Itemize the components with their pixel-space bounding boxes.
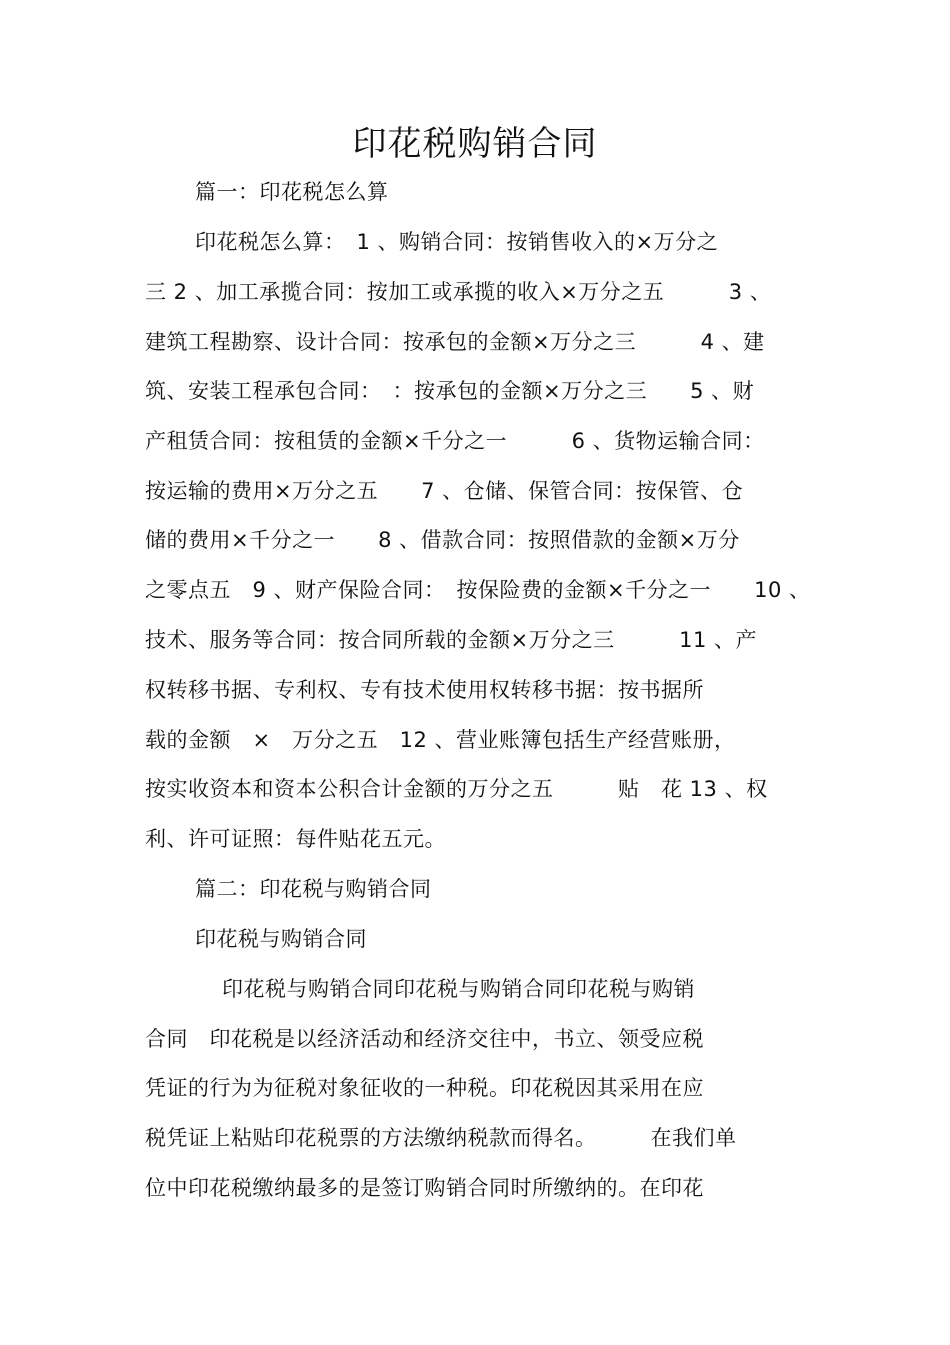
paragraph-line: 建筑工程勘察、设计合同：按承包的金额×万分之三 4 、建 (145, 330, 765, 354)
paragraph-line: 合同 印花税是以经济活动和经济交往中，书立、领受应税 (145, 1027, 704, 1051)
paragraph-line: 产租赁合同：按租赁的金额×千分之一 6 、货物运输合同： (145, 429, 765, 453)
paragraph-line: 权转移书据、专利权、专有技术使用权转移书据：按书据所 (145, 678, 704, 702)
paragraph-line: 税凭证上粘贴印花税票的方法缴纳税款而得名。 在我们单 (145, 1126, 737, 1150)
paragraph-line: 凭证的行为为征税对象征收的一种税。印花税因其采用在应 (145, 1076, 704, 1100)
paragraph-line: 筑、安装工程承包合同： ：按承包的金额×万分之三 5 、财 (145, 379, 755, 403)
paragraph-line: 按运输的费用×万分之五 7 、仓储、保管合同：按保管、仓 (145, 479, 744, 503)
paragraph-line: 之零点五 9 、财产保险合同： 按保险费的金额×千分之一 10 、 (145, 578, 811, 602)
subheading: 印花税与购销合同 (195, 927, 367, 951)
paragraph-line: 技术、服务等合同：按合同所载的金额×万分之三 11 、产 (145, 628, 757, 652)
section-heading-1: 篇一：印花税怎么算 (195, 180, 389, 204)
paragraph-line: 印花税怎么算： 1 、购销合同：按销售收入的×万分之 (195, 230, 719, 254)
document-title: 印花税购销合同 (352, 124, 598, 164)
paragraph-line: 储的费用×千分之一 8 、借款合同：按照借款的金额×万分 (145, 528, 740, 552)
section-heading-2: 篇二：印花税与购销合同 (195, 877, 432, 901)
paragraph-line: 三 2 、加工承揽合同：按加工或承揽的收入×万分之五 3 、 (145, 280, 772, 304)
paragraph-line: 按实收资本和资本公积合计金额的万分之五 贴 花 13 、权 (145, 777, 768, 801)
paragraph-line: 位中印花税缴纳最多的是签订购销合同时所缴纳的。在印花 (145, 1176, 704, 1200)
paragraph-line: 印花税与购销合同印花税与购销合同印花税与购销 (222, 977, 695, 1001)
paragraph-line: 利、许可证照：每件贴花五元。 (145, 827, 446, 851)
paragraph-line: 载的金额 × 万分之五 12 、营业账簿包括生产经营账册， (145, 728, 736, 752)
